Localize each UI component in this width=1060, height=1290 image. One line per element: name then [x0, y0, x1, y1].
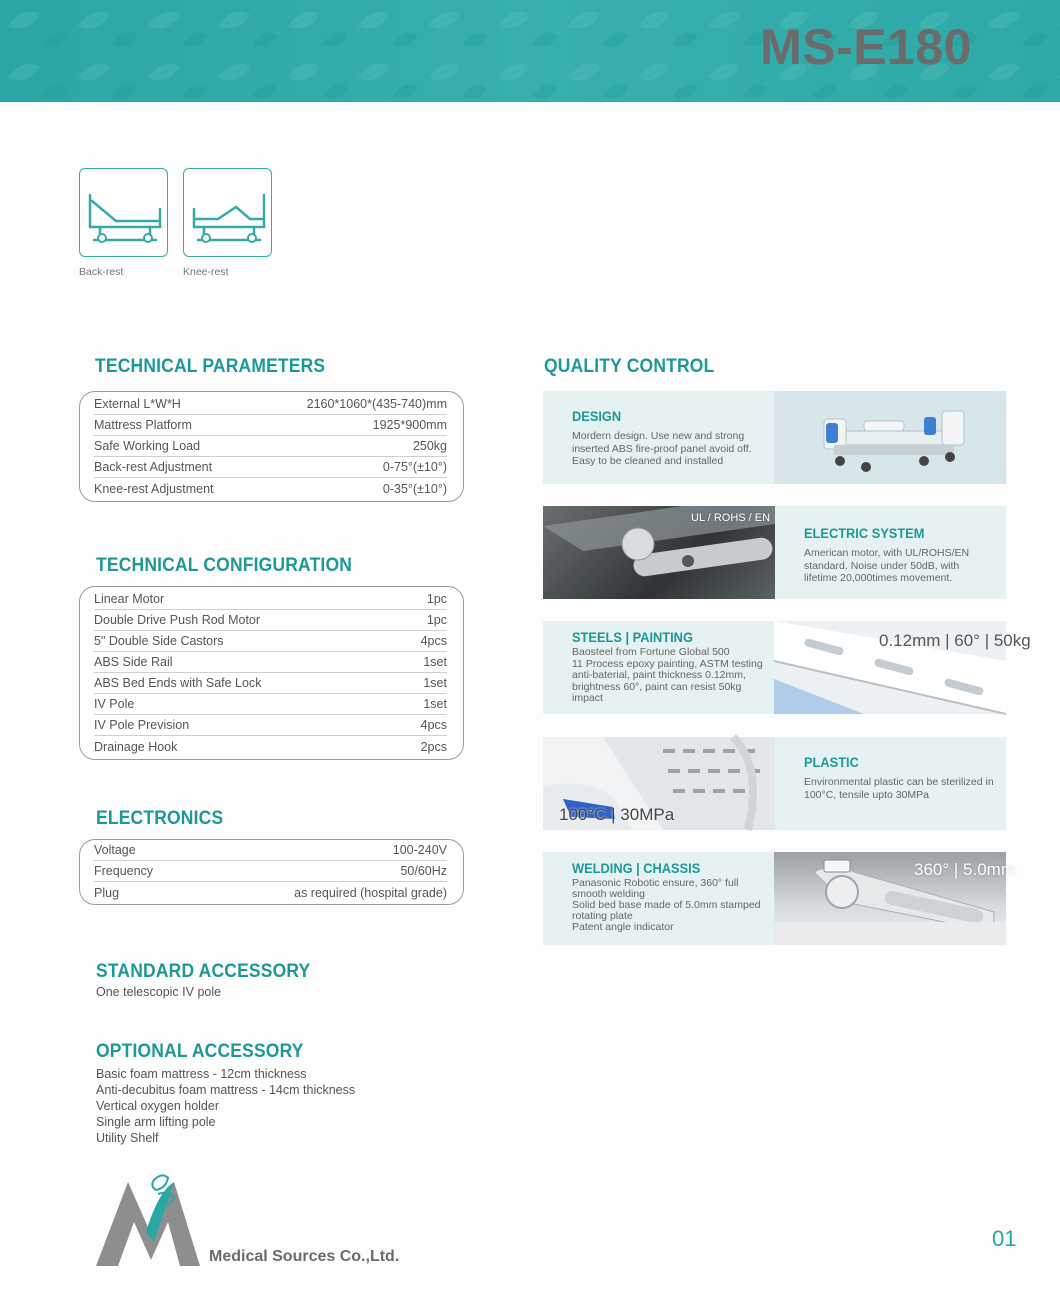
qc-desc: American motor, with UL/ROHS/EN standard. Noise under 50dB, with lifetime 20,000times movement.: [804, 547, 970, 584]
param-name: Safe Working Load: [94, 439, 201, 453]
table-row: [94, 882, 447, 903]
list-item: Basic foam mattress - 12cm thickness: [96, 1067, 307, 1081]
qc-metric: 360° | 5.0mm: [914, 860, 1015, 879]
table-row: [94, 715, 447, 736]
config-name: Double Drive Push Rod Motor: [94, 613, 261, 627]
table-row: [94, 394, 447, 415]
qc-text: [572, 409, 792, 468]
table-row: [94, 673, 447, 694]
table-row: [94, 694, 447, 715]
param-name: Knee-rest Adjustment: [94, 481, 214, 496]
qc-electric-block: [543, 506, 1006, 599]
table-row: [94, 610, 447, 631]
chassis-image: [774, 852, 1015, 945]
qc-metric: UL / ROHS / EN: [691, 512, 771, 524]
list-item: Anti-decubitus foam mattress - 14cm thickness: [96, 1083, 356, 1097]
list-item: Single arm lifting pole: [96, 1115, 216, 1129]
param-name: Mattress Platform: [94, 418, 192, 432]
config-name: ABS Bed Ends with Safe Lock: [94, 676, 262, 690]
qc-desc: Environmental plastic can be sterilized in 100°C, tensile upto 30MPa: [804, 776, 994, 801]
company-name: Medical Sources Co.,Ltd.: [209, 1248, 400, 1265]
qc-text: [572, 861, 792, 933]
param-value: 0-75°(±10°): [382, 460, 447, 474]
config-name: ABS Side Rail: [94, 655, 173, 669]
table-row: [94, 436, 447, 457]
knee-rest-icon: [183, 168, 272, 257]
qc-text: [804, 526, 1024, 585]
qc-steels-block: [543, 621, 1031, 714]
table-row: [94, 478, 447, 499]
config-value: 1set: [423, 655, 447, 669]
qc-title: DESIGN: [572, 409, 622, 424]
config-value: 1pc: [426, 613, 447, 627]
config-value: 1pc: [426, 592, 447, 606]
electronics-name: Frequency: [94, 864, 154, 878]
list-item: Utility Shelf: [96, 1131, 159, 1145]
qc-metric: 100°C | 30MPa: [559, 805, 675, 824]
technical-configuration-table: [79, 586, 464, 760]
config-value: 4pcs: [420, 718, 447, 732]
table-row: [94, 589, 447, 610]
config-name: 5" Double Side Castors: [94, 634, 224, 648]
electronics-table: [79, 839, 464, 905]
param-value: 250kg: [412, 439, 447, 453]
qc-plastic-block: [543, 737, 1006, 830]
qc-desc: Panasonic Robotic ensure, 360° full smooth welding Solid bed base made of 5.0mm stamped rotating plate Patent angle indicator: [572, 877, 761, 933]
table-row: [94, 415, 447, 436]
table-row: [94, 652, 447, 673]
config-name: IV Pole: [94, 697, 135, 711]
qc-desc: Mordern design. Use new and strong inserted ABS fire-proof panel avoid off. Easy to be cleaned and installed: [572, 430, 752, 467]
config-value: 2pcs: [420, 739, 447, 754]
optional-accessory-title: OPTIONAL ACCESSORY: [96, 1041, 304, 1062]
electronics-value: as required (hospital grade): [294, 885, 447, 900]
technical-parameters-title: TECHNICAL PARAMETERS: [95, 356, 326, 377]
param-value: 1925*900mm: [372, 418, 447, 432]
page-number: 01: [992, 1226, 1017, 1251]
model-title: MS-E180: [760, 19, 972, 75]
qc-text: [572, 630, 792, 705]
steel-image: [774, 621, 1031, 714]
electronics-name: Voltage: [94, 843, 136, 857]
electronics-value: 50/60Hz: [400, 864, 447, 878]
config-name: IV Pole Prevision: [94, 718, 190, 732]
param-value: 0-35°(±10°): [382, 481, 447, 496]
electronics-value: 100-240V: [392, 843, 447, 857]
back-rest-label: Back-rest: [79, 266, 124, 278]
param-name: Back-rest Adjustment: [94, 460, 213, 474]
qc-title: PLASTIC: [804, 755, 859, 770]
config-value: 1set: [423, 697, 447, 711]
technical-parameters-table: [79, 391, 464, 502]
list-item: Vertical oxygen holder: [96, 1099, 219, 1113]
table-row: [94, 457, 447, 478]
qc-design-block: [543, 391, 1006, 484]
config-value: 1set: [423, 676, 447, 690]
bed-image: [774, 391, 1006, 484]
electronics-title: ELECTRONICS: [96, 808, 224, 829]
qc-title: WELDING | CHASSIS: [572, 861, 701, 876]
config-name: Drainage Hook: [94, 739, 178, 754]
header-banner: [0, 0, 1060, 102]
param-value: 2160*1060*(435-740)mm: [306, 397, 447, 411]
qc-text: [804, 755, 1024, 801]
qc-desc: Baosteel from Fortune Global 500 11 Process epoxy painting, ASTM testing anti-baterial, paint thickness 0.12mm, brightness 60°, paint can resist 50kg impact: [572, 646, 763, 704]
list-item: One telescopic IV pole: [96, 985, 222, 999]
technical-configuration-title: TECHNICAL CONFIGURATION: [96, 555, 353, 576]
quality-control-title: QUALITY CONTROL: [544, 356, 715, 377]
motor-image: [543, 506, 775, 599]
table-row: [94, 736, 447, 757]
config-name: Linear Motor: [94, 592, 165, 606]
table-row: [94, 840, 447, 861]
config-value: 4pcs: [420, 634, 447, 648]
electronics-name: Plug: [94, 885, 120, 900]
qc-title: ELECTRIC SYSTEM: [804, 526, 925, 541]
table-row: [94, 861, 447, 882]
company-logo: [96, 1172, 206, 1273]
param-name: External L*W*H: [94, 397, 181, 411]
qc-welding-block: [543, 852, 1015, 945]
back-rest-icon: [79, 168, 168, 257]
table-row: [94, 631, 447, 652]
plastic-image: [543, 737, 775, 830]
qc-metric: 0.12mm | 60° | 50kg: [879, 631, 1031, 650]
standard-accessory-title: STANDARD ACCESSORY: [96, 961, 311, 982]
knee-rest-label: Knee-rest: [183, 266, 229, 278]
qc-title: STEELS | PAINTING: [572, 630, 693, 645]
